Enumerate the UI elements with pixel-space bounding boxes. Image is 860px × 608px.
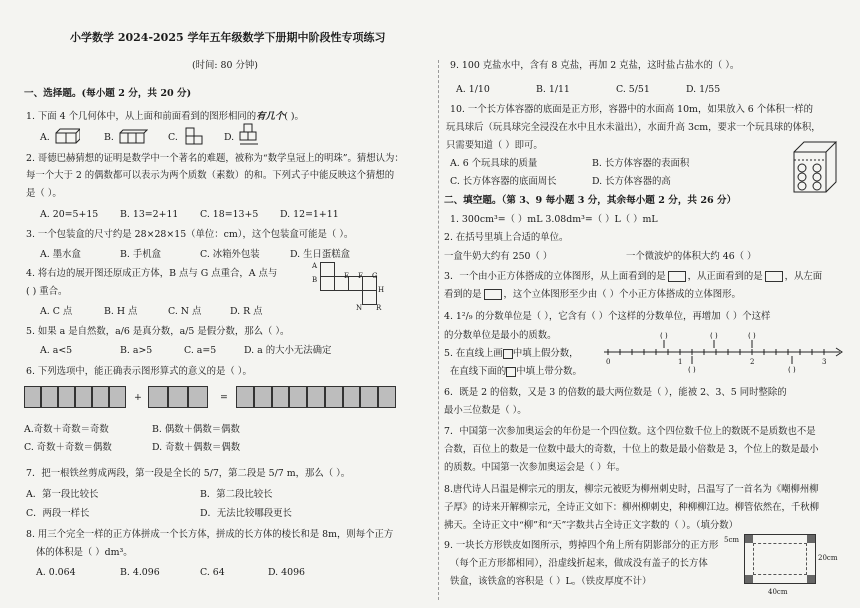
right-column [444, 0, 848, 608]
fill-9-dim-width: 40cm [768, 588, 788, 596]
svg-text:( ): ( ) [748, 332, 756, 340]
q2-option-d: D. 12=1+11 [280, 209, 339, 220]
q4-point-r: R [376, 304, 382, 312]
q1-text: 1. 下面 4 个几何体中，从上面和前面看到的图形相同的有几个( )。 [26, 111, 304, 122]
q6-option-d: D. 奇数＋偶数＝偶数 [152, 442, 241, 453]
q10-container-figure [790, 138, 840, 194]
q4-point-n: N [356, 304, 363, 312]
fill-9-dim-corner: 5cm [724, 536, 740, 544]
fill-3-top-view [668, 271, 686, 282]
svg-text:( ): ( ) [660, 332, 668, 340]
q1-option-d: D. [224, 132, 235, 143]
q9-option-b: B. 1/11 [536, 84, 570, 95]
fill-5-box-icon [503, 349, 513, 359]
q3-text: 3. 一个包装盒的尺寸约是 28×28×15（单位：cm），这个包装盒可能是（ ）。 [26, 229, 354, 240]
q1-solid-a-figure [54, 127, 80, 145]
q9-option-a: A. 1/10 [456, 84, 490, 95]
number-line-label-1: 1 [678, 358, 683, 366]
q4-text-line2: ( ) 重合。 [26, 286, 68, 297]
q4-point-e: E [344, 272, 350, 280]
fill-3-text-line2: 看到的是 ，这个立体图形至少由（ ）个小正方体搭成的立体图形。 [444, 289, 741, 300]
fill-8-text-line1: 8.唐代诗人吕温是柳宗元的朋友，柳宗元被贬为柳州刺史时，吕温写了一首名为《嘲柳州柳 [444, 484, 819, 495]
svg-text:( ): ( ) [688, 366, 696, 374]
q1-solid-d-figure [238, 122, 262, 146]
q6-equals-sign: = [220, 392, 228, 403]
fill-5-box-icon-2 [506, 367, 516, 377]
fill-2-text: 2. 在括号里填上合适的单位。 [444, 232, 569, 243]
fill-8-text-line2: 子厚》的诗来开解柳宗元，全诗正文如下：柳州柳刺史，种柳柳江边。柳管依然在，千秋柳 [444, 502, 820, 513]
q10-option-d: D. 长方体容器的高 [592, 176, 671, 187]
q5-option-c: C. a=5 [184, 345, 217, 356]
q1-handwriting: 有几个 [256, 111, 285, 122]
q4-option-a: A. C 点 [40, 306, 73, 317]
section-1-heading: 一、选择题。(每小题 2 分，共 20 分) [24, 88, 192, 99]
q4-cube-net-figure [312, 262, 410, 318]
fill-4-text-line1: 4. 1²/₉ 的分数单位是（ ），它含有（ ）个这样的分数单位，再增加（ ）个这样 [444, 311, 771, 322]
column-divider [438, 60, 439, 600]
fill-7-text-line1: 7．中国第一次参加奥运会的年份是一个四位数。这个四位数千位上的数既不是质数也不是 [444, 426, 816, 437]
q6-figure-1 [24, 386, 126, 408]
q8-option-a: A. 0.064 [36, 567, 76, 578]
q8-text-line1: 8. 用三个完全一样的正方体拼成一个长方体，拼成的长方体的棱长和是 8m，则每个正方 [26, 529, 394, 540]
exam-time: (时间: 80 分钟) [192, 60, 258, 71]
q2-text-line3: 是（ ）。 [26, 188, 62, 199]
q10-option-c: C. 长方体容器的底面周长 [450, 176, 557, 187]
q8-option-d: D. 4096 [268, 567, 306, 578]
worksheet-title: 小学数学 2024-2025 学年五年级数学下册期中阶段性专项练习 [70, 31, 386, 44]
q7-option-d: D．无法比较哪段更长 [200, 508, 292, 519]
fill-2-item-a: 一盒牛奶大约有 250（ ） [444, 251, 553, 262]
q6-option-c: C. 奇数＋奇数＝偶数 [24, 442, 112, 453]
q3-option-c: C. 冰箱外包装 [200, 249, 260, 260]
q10-option-a: A. 6 个玩具球的质量 [450, 158, 538, 169]
q4-text-line1: 4. 将右边的展开图还原成正方体，B 点与 G 点重合，A 点与 [26, 268, 278, 279]
q10-text-line3: 只需要知道（ ）即可。 [446, 140, 543, 151]
q6-option-a: A.奇数＋奇数＝奇数 [24, 424, 109, 435]
q7-text: 7．把一根铁丝剪成两段，第一段是全长的 5/7，第二段是 5/7 m，那么（ ）。 [26, 468, 351, 479]
q6-option-b: B. 偶数＋偶数＝偶数 [152, 424, 240, 435]
fill-3-left-view [484, 289, 502, 300]
q6-figure-3 [236, 386, 396, 408]
q10-text-line2: 玩具球后（玩具球完全浸没在水中且水未溢出），水面升高 3cm，要求一个玩具球的体积， [446, 122, 821, 133]
q6-text: 6. 下列选项中，能正确表示图形算式的意义的是（ ）。 [26, 366, 252, 377]
fill-6-text-line2: 最小三位数是（ ）。 [444, 405, 527, 416]
q2-option-a: A. 20=5+15 [40, 209, 99, 220]
q6-figure-2 [148, 386, 208, 408]
fill-6-text-line1: 6．既是 2 的倍数，又是 3 的倍数的最大两位数是（ ），能被 2、3、5 同时整除的 [444, 387, 787, 398]
q4-point-f: F [358, 272, 363, 280]
number-line-label-3: 3 [822, 358, 827, 366]
q2-option-c: C. 18=13+5 [200, 209, 259, 220]
q4-point-g: G [372, 272, 378, 280]
fill-5-text-line1: 5. 在直线上画 中填上假分数， [444, 348, 579, 359]
q5-option-b: B. a>5 [120, 345, 153, 356]
q10-option-b: B. 长方体容器的表面积 [592, 158, 690, 169]
q4-option-c: C. N 点 [168, 306, 202, 317]
q4-point-h: H [378, 286, 385, 294]
q4-point-b: B [312, 276, 318, 284]
q10-text-line1: 10. 一个长方体容器的底面是正方形，容器中的水面高 10m，如果放入 6 个体积一样的 [450, 104, 813, 115]
q7-option-c: C．两段一样长 [26, 508, 90, 519]
q3-option-b: B. 手机盒 [120, 249, 161, 260]
fill-9-sheet-figure [744, 534, 816, 584]
svg-text:( ): ( ) [788, 366, 796, 374]
fill-9-text-line1: 9. 一块长方形铁皮如图所示，剪掉四个角上所有阴影部分的正方形 [444, 540, 719, 551]
left-column [24, 0, 434, 608]
q4-point-a: A [312, 262, 318, 270]
q8-option-b: B. 4.096 [120, 567, 160, 578]
q4-option-b: B. H 点 [104, 306, 138, 317]
fill-3-text-line1: 3．一个由小正方体搭成的立体图形，从上面看到的是 ，从正面看到的是 ，从左面 [444, 271, 823, 282]
fill-4-text-line2: 的分数单位是最小的质数。 [444, 330, 557, 341]
q1-option-b: B. [104, 132, 114, 143]
fill-8-text-line3: 拂天。全诗正文中“柳”和“天”字数共占全诗正文字数的（ ）。（填分数） [444, 520, 739, 531]
fill-5-text-line2: 在直线下面的 中填上带分数。 [450, 366, 582, 377]
q8-option-c: C. 64 [200, 567, 225, 578]
q7-option-b: B．第二段比较长 [200, 489, 273, 500]
fill-7-text-line2: 合数，百位上的数是一位数中最大的奇数，十位上的数是最小倍数是 3，个位上的数是最小 [444, 444, 819, 455]
q2-option-b: B. 13=2+11 [120, 209, 179, 220]
fill-5-number-line [602, 330, 846, 374]
q3-option-a: A. 墨水盒 [40, 249, 81, 260]
q2-text-line2: 每一个大于 2 的偶数都可以表示为两个质数（素数）的和。下列式子中能反映这个猜想的 [26, 170, 395, 181]
section-2-heading: 二、填空题。（第 3、9 每小题 3 分，其余每小题 2 分，共 26 分） [444, 195, 737, 206]
q1-solid-b-figure [118, 127, 148, 145]
q1-option-a: A. [40, 132, 50, 143]
svg-text:( ): ( ) [710, 332, 718, 340]
q7-option-a: A．第一段比较长 [26, 489, 99, 500]
q3-option-d: D. 生日蛋糕盒 [290, 249, 351, 260]
fill-3-front-view [765, 271, 783, 282]
q1-solid-c-figure [182, 124, 204, 146]
fill-9-text-line3: 铁盒，该铁盒的容积是（ ）L。（铁皮厚度不计） [450, 576, 652, 587]
q6-plus-sign: + [134, 392, 142, 403]
fill-9-dim-height: 20cm [818, 554, 838, 562]
q5-option-a: A. a<5 [40, 345, 73, 356]
q2-text-line1: 2. 哥德巴赫猜想的证明是数学中一个著名的难题，被称为“数学皇冠上的明珠”。猜想认为： [26, 153, 404, 164]
q4-option-d: D. R 点 [230, 306, 263, 317]
q1-option-c: C. [168, 132, 178, 143]
q9-option-d: D. 1/55 [686, 84, 721, 95]
q5-text: 5. 如果 a 是自然数，a/6 是真分数，a/5 是假分数，那么（ ）。 [26, 326, 290, 337]
fill-1-text: 1. 300cm³=（ ）mL 3.08dm³=（ ）L（ ）mL [450, 214, 658, 225]
q8-text-line2: 体的体积是（ ）dm³。 [36, 547, 133, 558]
number-line-label-0: 0 [606, 358, 611, 366]
q9-option-c: C. 5/51 [616, 84, 650, 95]
fill-2-item-b: 一个微波炉的体积大约 46（ ） [626, 251, 757, 262]
fill-9-text-line2: （每个正方形都相同），沿虚线折起来，做成没有盖子的长方体 [450, 558, 708, 569]
q5-option-d: D. a 的大小无法确定 [244, 345, 332, 356]
q9-text: 9. 100 克盐水中，含有 8 克盐，再加 2 克盐，这时盐占盐水的（ ）。 [450, 60, 740, 71]
fill-7-text-line3: 的质数。中国第一次参加奥运会是（ ）年。 [444, 462, 626, 473]
number-line-label-2: 2 [750, 358, 755, 366]
